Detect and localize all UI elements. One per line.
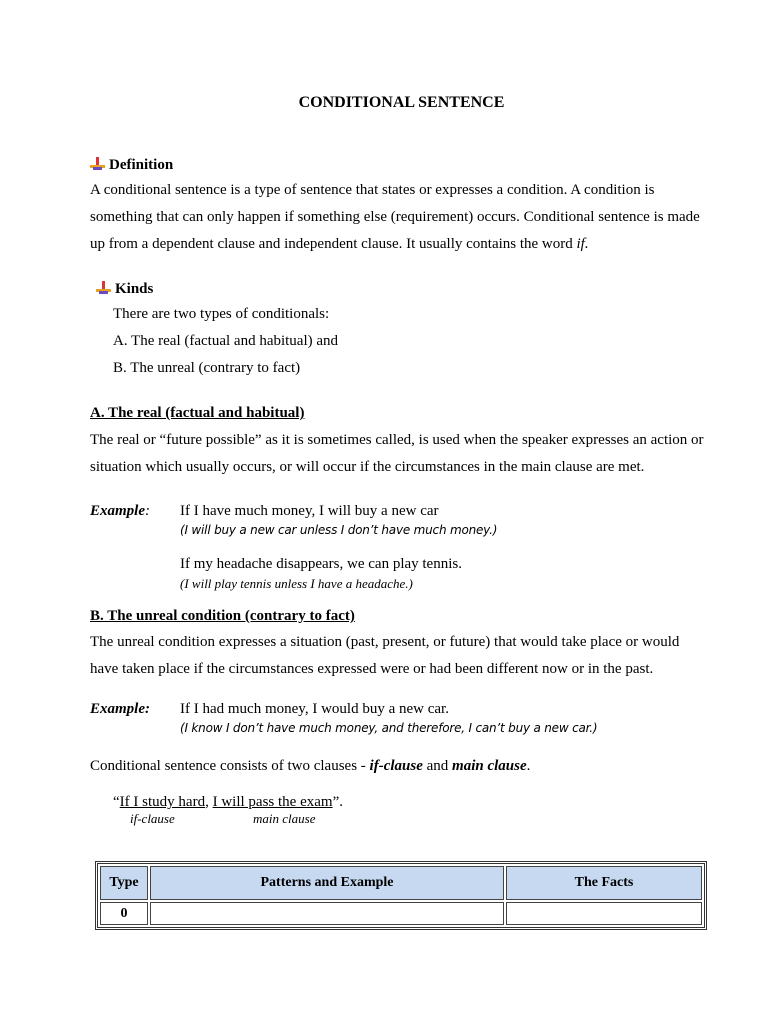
if-word: if. xyxy=(576,236,589,252)
main-clause-label: main clause xyxy=(253,811,316,826)
bullet-icon xyxy=(90,157,105,170)
table-header-type: Type xyxy=(100,866,148,900)
clauses-intro: Conditional sentence consists of two clauses - xyxy=(90,758,370,774)
main-clause-term: main clause xyxy=(452,758,527,774)
real-heading: A. The real (factual and habitual) xyxy=(90,405,305,421)
unreal-example-note: (I know I don’t have much money, and therefore, I can’t buy a new car.) xyxy=(180,721,598,735)
real-example-2-note: (I will play tennis unless I have a headache.) xyxy=(180,576,413,591)
definition-heading-text: Definition xyxy=(109,157,174,173)
unreal-heading: B. The unreal condition (contrary to fact) xyxy=(90,608,355,624)
real-example-label xyxy=(90,502,150,520)
if-clause-term: if-clause xyxy=(369,758,423,774)
table-header-row xyxy=(100,866,702,900)
real-line-1: The real or “future possible” as it is sometimes called, is used when the speaker expresses an action or xyxy=(90,432,704,448)
real-example-label-text: Example xyxy=(90,503,145,519)
definition-line-1: A conditional sentence is a type of sentence that states or expresses a condition. A condition is xyxy=(90,182,655,198)
real-example-1-note: (I will buy a new car unless I don’t have much money.) xyxy=(180,523,498,537)
clauses-end: . xyxy=(526,758,531,774)
definition-line-2: something that can only happen if something else (requirement) occurs. Conditional sentence is made xyxy=(90,209,700,225)
table-cell-facts xyxy=(506,902,702,925)
table-cell-patterns xyxy=(150,902,504,925)
kinds-heading-text: Kinds xyxy=(115,281,154,297)
table-row xyxy=(100,902,702,925)
quote-main-part: I will pass the exam xyxy=(212,794,333,810)
real-example-colon: : xyxy=(145,503,150,519)
real-example-2-sentence: If my headache disappears, we can play tennis. xyxy=(180,556,462,572)
kinds-line-1: There are two types of conditionals: xyxy=(113,306,330,322)
quote-comma: , xyxy=(205,794,213,810)
table-header-facts: The Facts xyxy=(506,866,702,900)
clauses-sentence xyxy=(90,757,530,775)
definition-line-3-text: up from a dependent clause and independent clause. It usually contains the word xyxy=(90,236,577,252)
quote-open: “ xyxy=(113,794,120,810)
unreal-line-1: The unreal condition expresses a situation (past, present, or future) that would take place or would xyxy=(90,634,680,650)
real-line-2: situation which usually occurs, or will occur if the circumstances in the main clause are met. xyxy=(90,459,645,475)
example-quote xyxy=(113,793,343,811)
table-header-patterns: Patterns and Example xyxy=(150,866,504,900)
clauses-and: and xyxy=(422,758,453,774)
real-example-1-sentence: If I have much money, I will buy a new car xyxy=(180,503,439,519)
table-cell-type: 0 xyxy=(100,902,148,925)
bullet-icon xyxy=(96,281,111,294)
quote-close: ”. xyxy=(332,794,343,810)
unreal-example-label: Example: xyxy=(90,701,150,717)
if-clause-label: if-clause xyxy=(130,811,175,826)
conditional-types-table xyxy=(95,861,707,930)
quote-if-part: If I study hard xyxy=(119,794,206,810)
kinds-heading xyxy=(96,280,153,298)
unreal-line-2: have taken place if the circumstances expressed were or had been different now or in the past. xyxy=(90,661,654,677)
kinds-line-3: B. The unreal (contrary to fact) xyxy=(113,360,301,376)
definition-line-3 xyxy=(90,235,589,253)
kinds-line-2: A. The real (factual and habitual) and xyxy=(113,333,339,349)
definition-heading xyxy=(90,156,173,174)
unreal-example-sentence: If I had much money, I would buy a new car. xyxy=(180,701,449,717)
page-title: CONDITIONAL SENTENCE xyxy=(298,94,505,111)
